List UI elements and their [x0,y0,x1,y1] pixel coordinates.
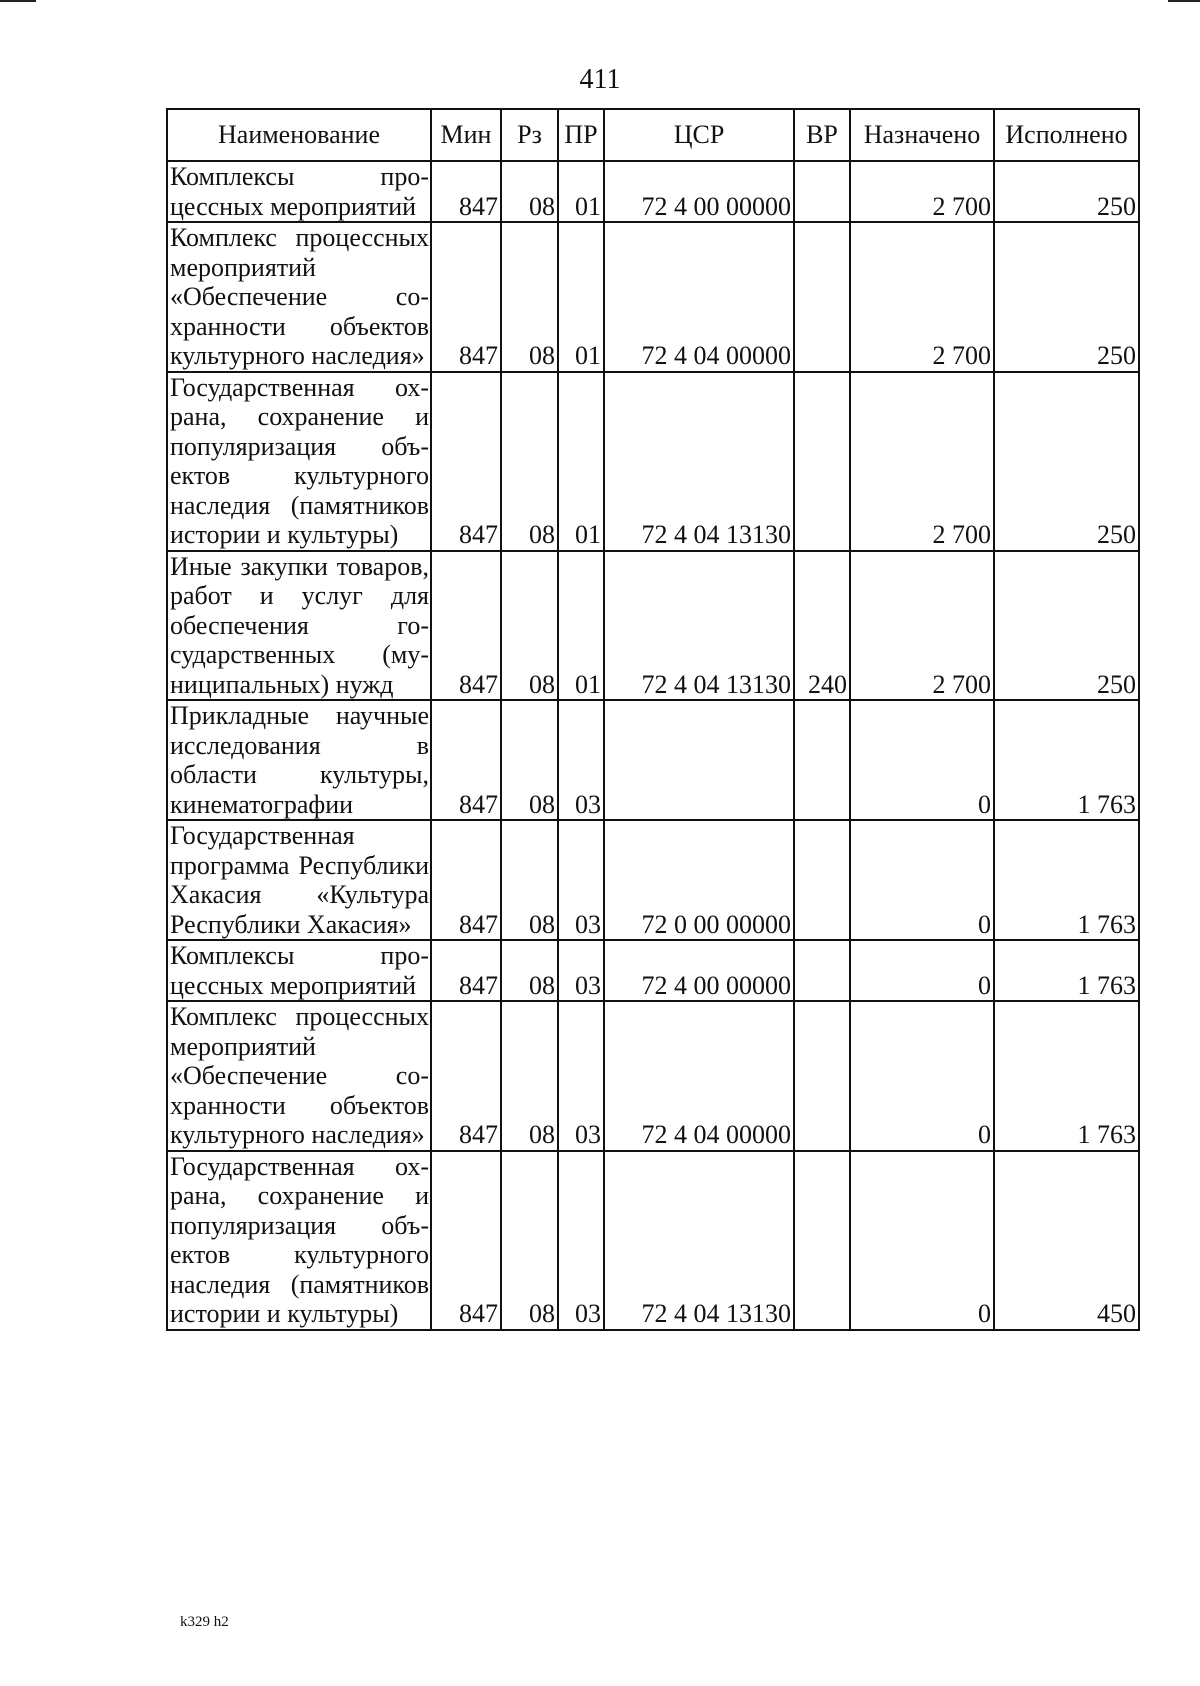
row-executed: 250 [994,161,1139,222]
row-rz: 08 [501,222,558,372]
scan-edge-left [0,0,36,2]
row-min: 847 [431,820,501,940]
row-name: Комплекс процессных мероприятий «Обеспечение сохранности объектов культурного наследия» [167,1001,431,1151]
table-row [167,1151,1139,1330]
table-row [167,372,1139,551]
row-min: 847 [431,940,501,1001]
row-assigned: 0 [850,1001,994,1151]
row-csr: 72 4 00 00000 [604,940,794,1001]
row-min: 847 [431,372,501,551]
row-rz: 08 [501,1151,558,1330]
row-executed: 250 [994,551,1139,701]
row-vr: 240 [794,551,850,701]
row-rz: 08 [501,700,558,820]
row-vr [794,1001,850,1151]
row-pr: 01 [558,161,604,222]
header-min: Мин [431,109,501,161]
header-name: Наименование [167,109,431,161]
row-csr: 72 0 00 00000 [604,820,794,940]
row-assigned: 0 [850,820,994,940]
header-csr: ЦСР [604,109,794,161]
row-vr [794,161,850,222]
row-assigned: 2 700 [850,161,994,222]
row-csr: 72 4 00 00000 [604,161,794,222]
table-row [167,161,1139,222]
row-assigned: 2 700 [850,551,994,701]
row-pr: 03 [558,700,604,820]
row-assigned: 0 [850,940,994,1001]
row-pr: 03 [558,940,604,1001]
table-header-row [167,109,1139,161]
row-executed: 1 763 [994,940,1139,1001]
row-min: 847 [431,1001,501,1151]
row-pr: 03 [558,1001,604,1151]
header-rz: Рз [501,109,558,161]
row-assigned: 2 700 [850,372,994,551]
row-rz: 08 [501,1001,558,1151]
row-executed: 1 763 [994,820,1139,940]
row-pr: 01 [558,372,604,551]
row-csr: 72 4 04 00000 [604,222,794,372]
row-executed: 250 [994,222,1139,372]
row-executed: 450 [994,1151,1139,1330]
row-vr [794,1151,850,1330]
row-assigned: 2 700 [850,222,994,372]
row-rz: 08 [501,551,558,701]
page-number: 411 [579,64,621,95]
header-executed: Исполнено [994,109,1139,161]
row-min: 847 [431,161,501,222]
row-min: 847 [431,700,501,820]
row-rz: 08 [501,161,558,222]
row-vr [794,700,850,820]
row-csr: 72 4 04 13130 [604,551,794,701]
row-assigned: 0 [850,700,994,820]
row-vr [794,222,850,372]
row-rz: 08 [501,940,558,1001]
row-name: Государственная охрана, сохранение и популяризация объектов культурного наследия (памятников истории и культуры) [167,372,431,551]
row-rz: 08 [501,372,558,551]
row-vr [794,940,850,1001]
row-executed: 250 [994,372,1139,551]
row-min: 847 [431,1151,501,1330]
row-assigned: 0 [850,1151,994,1330]
row-pr: 01 [558,551,604,701]
row-csr [604,700,794,820]
table-row [167,820,1139,940]
row-vr [794,820,850,940]
row-csr: 72 4 04 13130 [604,372,794,551]
row-name: Комплексы процессных мероприятий [167,940,431,1001]
table-row [167,1001,1139,1151]
table-row [167,700,1139,820]
row-name: Государственная программа Республики Хакасия «Культура Республики Хакасия» [167,820,431,940]
row-csr: 72 4 04 00000 [604,1001,794,1151]
row-min: 847 [431,551,501,701]
table-row [167,940,1139,1001]
row-vr [794,372,850,551]
header-pr: ПР [558,109,604,161]
table-row [167,222,1139,372]
row-rz: 08 [501,820,558,940]
row-executed: 1 763 [994,1001,1139,1151]
row-name: Иные закупки товаров, работ и услуг для обеспечения государственных (муниципальных) нужд [167,551,431,701]
header-assigned: Назначено [850,109,994,161]
row-name: Комплекс процессных мероприятий «Обеспечение сохранности объектов культурного наследия» [167,222,431,372]
header-vr: ВР [794,109,850,161]
row-csr: 72 4 04 13130 [604,1151,794,1330]
row-pr: 03 [558,820,604,940]
row-executed: 1 763 [994,700,1139,820]
table-row [167,551,1139,701]
row-pr: 01 [558,222,604,372]
row-name: Государственная охрана, сохранение и популяризация объектов культурного наследия (памятников истории и культуры) [167,1151,431,1330]
scan-edge-right [1168,0,1200,2]
budget-table [166,108,1140,1331]
row-name: Комплексы процессных мероприятий [167,161,431,222]
row-name: Прикладные научные исследования в области культуры, кинематографии [167,700,431,820]
footer-code: k329 h2 [180,1614,229,1630]
row-pr: 03 [558,1151,604,1330]
row-min: 847 [431,222,501,372]
